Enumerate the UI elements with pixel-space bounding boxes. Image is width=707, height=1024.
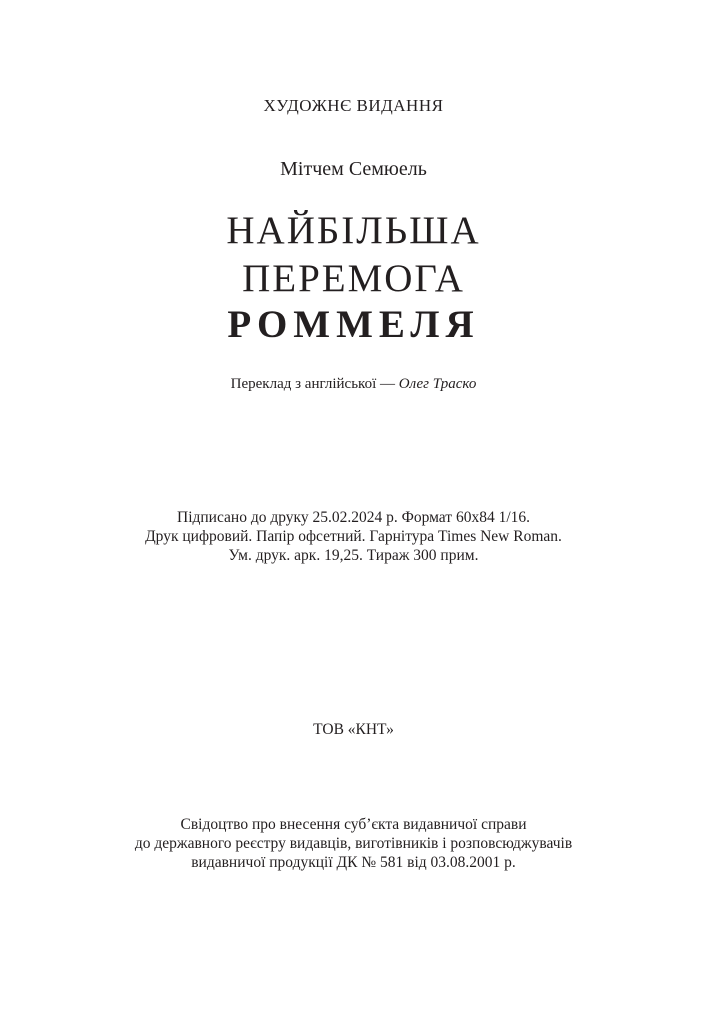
- certificate-line: до державного реєстру видавців, виготівників і розповсюджувачів: [134, 835, 573, 852]
- imprint-line: Друк цифровий. Папір офсетний. Гарнітура Times New Roman.: [145, 528, 562, 545]
- certificate-line: Свідоцтво про внесення суб’єкта видавничої справи: [180, 816, 527, 833]
- author-name: Мітчем Семюель: [280, 158, 427, 180]
- translation-credit: [0, 376, 707, 393]
- publisher-name: ТОВ «КНТ»: [313, 721, 394, 738]
- certificate-line: видавничої продукції ДК № 581 від 03.08.2001 р.: [191, 854, 516, 871]
- book-title-line-2: ПЕРЕМОГА: [242, 257, 465, 300]
- translation-prefix: Переклад з англійської —: [230, 376, 399, 392]
- book-title-line-3: РОММЕЛЯ: [227, 303, 480, 346]
- book-title-line-1: НАЙБІЛЬША: [226, 209, 481, 252]
- series-label: ХУДОЖНЄ ВИДАННЯ: [263, 96, 444, 115]
- imprint-line: Підписано до друку 25.02.2024 р. Формат 60х84 1/16.: [177, 509, 530, 526]
- imprint-line: Ум. друк. арк. 19,25. Тираж 300 прим.: [228, 547, 479, 564]
- translator-name: Олег Траско: [398, 376, 477, 392]
